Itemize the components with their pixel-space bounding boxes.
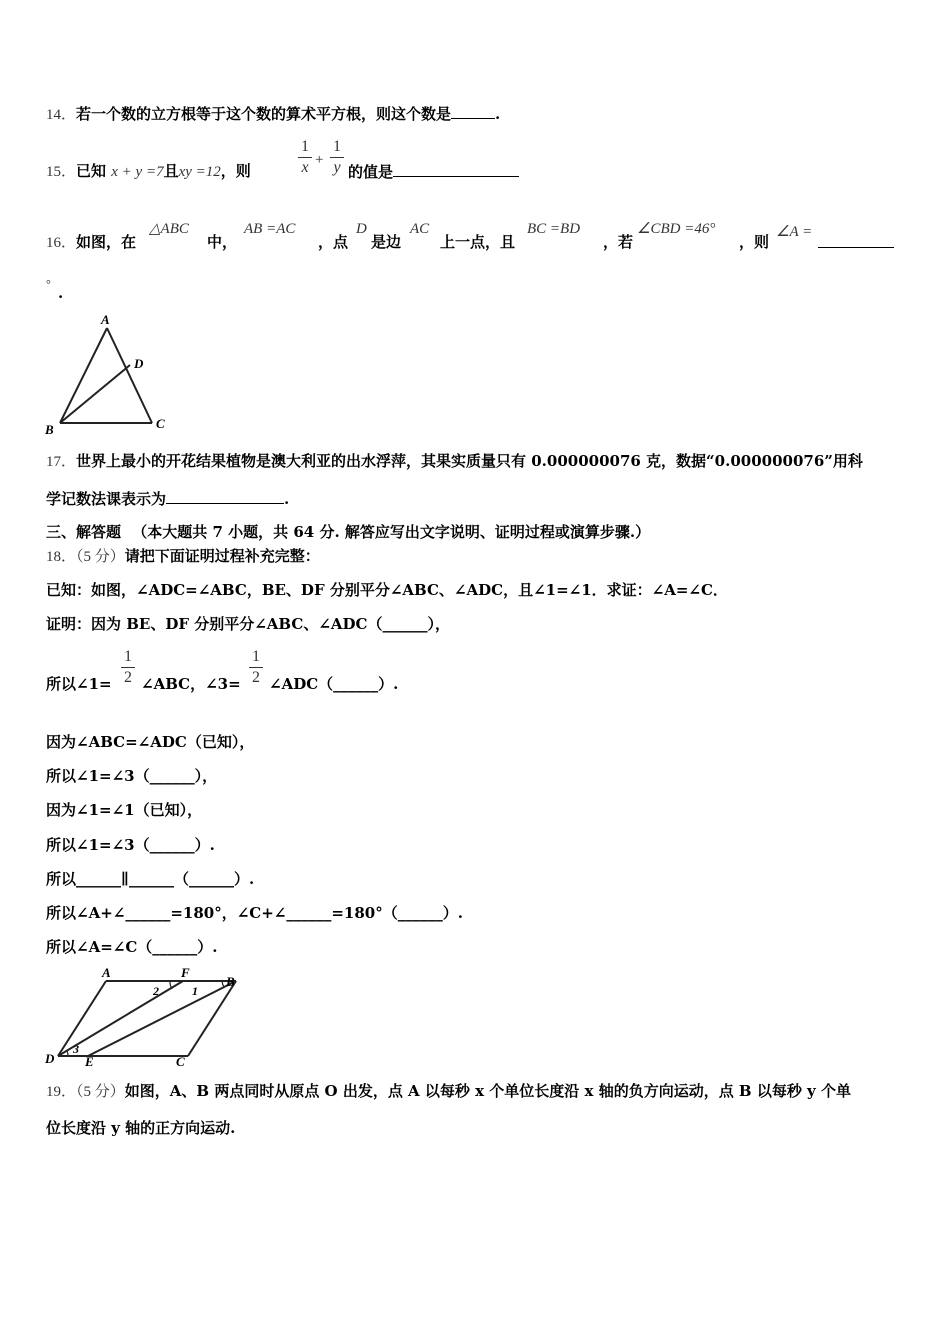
q16-math-4: AC — [410, 221, 430, 237]
q19-score: （5 分） — [76, 1084, 125, 1100]
q15 — [46, 161, 251, 182]
q18-proof-line-1: 证明：因为 BE、DF 分别平分∠ABC、∠ADC（______）， — [46, 615, 450, 633]
q16-text-4: 是边 — [371, 233, 402, 251]
q18-half-1-num: 1 — [124, 648, 132, 665]
q14-number: 14． — [46, 107, 77, 123]
q17-line-1 — [46, 451, 863, 472]
q18-half-2-den: 2 — [252, 669, 260, 686]
q18-label-c: C — [176, 1054, 185, 1068]
q16-label-d: D — [134, 356, 144, 371]
q15-eq2: xy =12 — [178, 164, 221, 180]
q15-frac1-den: x — [301, 159, 309, 176]
q18-label-f: F — [181, 965, 190, 980]
q16-math-3: D — [356, 221, 367, 237]
q15-fraction-2 — [330, 138, 344, 177]
q18-angle-label-3: 3 — [73, 1042, 79, 1056]
q18-proof-line-9: 所以∠A=∠C（______）. — [46, 938, 218, 956]
q16-label-a: A — [101, 312, 110, 327]
q15-answer-blank[interactable] — [393, 161, 519, 177]
q18-proof-line-2c: ∠ADC（______）. — [269, 675, 399, 693]
q15-suffix: 的值是 — [348, 163, 394, 181]
q17-line-2 — [46, 488, 289, 509]
q19-text-1: 如图，A、B 两点同时从原点 O 出发，点 A 以每秒 x 个单位长度沿 x 轴的负方向运动，点 B 以每秒 y 个单 — [124, 1082, 851, 1100]
q16-answer-blank[interactable] — [818, 232, 894, 248]
q16-text-6: ，若 — [603, 233, 634, 251]
q16-text-5: 上一点，且 — [440, 233, 516, 251]
q15-number: 15． — [46, 164, 77, 180]
q16-degree: ° — [46, 277, 51, 291]
q14-answer-blank[interactable] — [451, 103, 495, 119]
q15-frac1-num: 1 — [301, 138, 309, 155]
q16-label-b: B — [45, 422, 54, 437]
q17-answer-blank[interactable] — [166, 488, 284, 504]
q16-text-3: ，点 — [318, 233, 349, 251]
q16-side-ab — [60, 328, 107, 423]
q14 — [46, 103, 500, 125]
q18-given: 已知：如图，∠ADC=∠ABC，BE、DF 分别平分∠ABC、∠ADC，且∠1=∠1．求证：∠A=∠C． — [46, 581, 728, 599]
q18-proof-line-3: 因为∠ABC=∠ADC（已知）， — [46, 733, 255, 751]
q16-math-1: △ABC — [149, 221, 189, 237]
q18-header — [46, 546, 320, 567]
q16-math-5: BC =BD — [527, 221, 581, 237]
q16-end: . — [58, 284, 64, 302]
q16-label-start — [46, 232, 136, 253]
q16-text-2: 中， — [207, 233, 238, 251]
q18-proof-line-7: 所以______∥______（______）. — [46, 870, 255, 888]
q16-triangle-figure — [40, 310, 180, 440]
q18-label-a: A — [102, 965, 111, 980]
q18-proof-line-2a: 所以∠1= — [46, 675, 112, 693]
q18-half-1 — [121, 648, 135, 687]
q17-text-1: 世界上最小的开花结果植物是澳大利亚的出水浮萍，其果实质量只有 0.000000076 克，数据“0.000000076”用科 — [76, 452, 863, 470]
q16-label-c: C — [156, 416, 165, 431]
q15-mid: 且 — [163, 162, 179, 180]
q18-segment-be — [88, 981, 236, 1056]
q16-text-1: 如图，在 — [76, 233, 137, 251]
q18-intro: 请把下面证明过程补充完整： — [124, 547, 320, 565]
section-3-title: 三、解答题 — [46, 523, 122, 541]
q14-text: 若一个数的立方根等于这个数的算术平方根，则这个数是 — [76, 105, 452, 123]
q17-text-2: 学记数法课表示为 — [46, 490, 167, 508]
q16-text-7: ，则 — [739, 233, 770, 251]
q18-side-ad — [58, 981, 106, 1056]
q15-frac2-num: 1 — [333, 138, 341, 155]
q18-proof-line-6: 所以∠1=∠3（______）. — [46, 836, 215, 854]
q17-number: 17． — [46, 454, 77, 470]
q18-label-d: D — [45, 1051, 55, 1066]
q18-proof-line-5: 因为∠1=∠1（已知）， — [46, 801, 203, 819]
q15-frac2-den: y — [333, 159, 341, 176]
q18-half-2 — [249, 648, 263, 687]
q18-half-1-den: 2 — [124, 669, 132, 686]
q18-parallelogram-figure — [40, 962, 250, 1068]
q18-label-b: B — [226, 974, 235, 989]
q15-suffix-line — [348, 161, 519, 182]
q17-end: . — [284, 490, 290, 508]
q15-fraction-1 — [298, 138, 312, 177]
q19-line-2: 位长度沿 y 轴的正方向运动. — [46, 1119, 236, 1137]
section-3-note: （本大题共 7 小题，共 64 分. 解答应写出文字说明、证明过程或演算步骤.） — [132, 523, 651, 541]
q16-math-2: AB =AC — [244, 221, 296, 237]
q18-proof-line-8: 所以∠A+∠______=180°，∠C+∠______=180°（______）. — [46, 904, 463, 922]
q16-number: 16． — [46, 235, 77, 251]
q14-end: . — [495, 105, 501, 123]
q15-eq1: x + y =7 — [111, 164, 164, 180]
q18-proof-line-2b: ∠ABC，∠3= — [141, 675, 241, 693]
q18-number: 18． — [46, 549, 77, 565]
q18-label-e: E — [85, 1054, 94, 1068]
q18-proof-line-4: 所以∠1=∠3（______）， — [46, 767, 218, 785]
q16-side-ac — [107, 328, 152, 423]
q16-math-6: ∠CBD =46° — [637, 221, 716, 237]
q15-prefix: 已知 — [76, 162, 107, 180]
q18-score: （5 分） — [76, 549, 125, 565]
q15-plus: + — [315, 152, 324, 168]
q16-answer-line — [818, 232, 894, 253]
q18-angle-label-1: 1 — [192, 984, 198, 998]
q15-mid2: ，则 — [220, 162, 251, 180]
section-3-heading — [46, 522, 650, 542]
q18-half-2-num: 1 — [252, 648, 260, 665]
q16-math-7: ∠A = — [776, 224, 813, 240]
q19-line-1 — [46, 1081, 851, 1102]
q18-angle-label-2: 2 — [153, 984, 159, 998]
q19-number: 19． — [46, 1084, 77, 1100]
q16-segment-bd — [60, 365, 130, 423]
